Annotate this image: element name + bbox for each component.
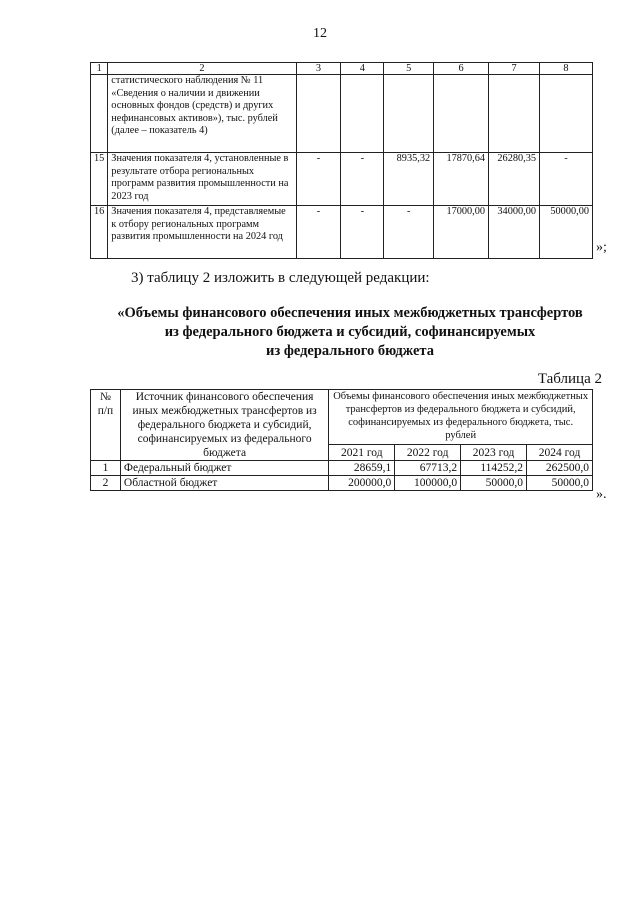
value-cell: - xyxy=(341,206,384,259)
indicators-table xyxy=(90,62,593,259)
year-header: 2021 год xyxy=(329,445,395,461)
value-cell: 67713,2 xyxy=(395,461,461,476)
table-header-row xyxy=(91,390,593,445)
table-header-row xyxy=(91,63,593,75)
header-cell: 1 xyxy=(91,63,108,75)
value-cell: 200000,0 xyxy=(329,476,395,491)
table-caption: Таблица 2 xyxy=(537,371,602,387)
source-name: Областной бюджет xyxy=(120,476,328,491)
indicator-name: Значения показателя 4, представляемые к отбору региональных программ развития промышленности на 2024 год xyxy=(108,206,296,259)
instruction-text: 3) таблицу 2 изложить в следующей редакции: xyxy=(131,270,430,286)
value-cell: 262500,0 xyxy=(527,461,593,476)
table-row xyxy=(91,476,593,491)
header-cell-volumes: Объемы финансового обеспечения иных межбюджетных трансфертов из федерального бюджета и субсидий, софинансируемых из федерального бюджета, тыс. рублей xyxy=(329,390,593,445)
value-cell: - xyxy=(341,153,384,206)
header-cell: 7 xyxy=(489,63,540,75)
value-cell: 34000,00 xyxy=(489,206,540,259)
table-row xyxy=(91,153,593,206)
header-cell: 6 xyxy=(434,63,489,75)
value-cell: 8935,32 xyxy=(384,153,434,206)
value-cell: 17870,64 xyxy=(434,153,489,206)
table-row xyxy=(91,206,593,259)
closing-quote: ». xyxy=(596,487,607,502)
header-cell-number: № п/п xyxy=(91,390,121,461)
row-number: 1 xyxy=(91,461,121,476)
year-header: 2024 год xyxy=(527,445,593,461)
funding-table xyxy=(90,389,593,491)
year-header: 2023 год xyxy=(461,445,527,461)
year-header: 2022 год xyxy=(395,445,461,461)
heading-line: «Объемы финансового обеспечения иных межбюджетных трансфертов xyxy=(117,305,583,321)
header-cell-source: Источник финансового обеспечения иных межбюджетных трансфертов из федерального бюджета и субсидий, софинансируемых из федерального бюджета xyxy=(120,390,328,461)
table-row xyxy=(91,75,593,153)
header-cell: 8 xyxy=(540,63,593,75)
value-cell: - xyxy=(540,153,593,206)
value-cell: 114252,2 xyxy=(461,461,527,476)
indicator-name: Значения показателя 4, установленные в результате отбора региональных программ развития промышленности на 2023 год xyxy=(108,153,296,206)
row-number: 2 xyxy=(91,476,121,491)
table-row xyxy=(91,461,593,476)
value-cell: 26280,35 xyxy=(489,153,540,206)
row-number: 15 xyxy=(91,153,108,206)
closing-quote: »; xyxy=(596,240,607,255)
header-cell: 3 xyxy=(296,63,341,75)
row-number xyxy=(91,75,108,153)
page-number: 12 xyxy=(313,26,327,41)
value-cell: 50000,0 xyxy=(527,476,593,491)
value-cell: 100000,0 xyxy=(395,476,461,491)
value-cell: 17000,00 xyxy=(434,206,489,259)
row-number: 16 xyxy=(91,206,108,259)
section-heading xyxy=(90,304,610,361)
continued-text: статистического наблюдения № 11 «Сведения о наличии и движении основных фондов (средств) и других нефинансовых активов»), тыс. рублей (далее – показатель 4) xyxy=(108,75,296,153)
header-cell: 2 xyxy=(108,63,296,75)
header-cell: 4 xyxy=(341,63,384,75)
heading-line: из федерального бюджета xyxy=(266,343,434,359)
heading-line: из федерального бюджета и субсидий, софинансируемых xyxy=(164,324,536,340)
value-cell: 50000,0 xyxy=(461,476,527,491)
header-cell: 5 xyxy=(384,63,434,75)
value-cell: 50000,00 xyxy=(540,206,593,259)
value-cell: 28659,1 xyxy=(329,461,395,476)
source-name: Федеральный бюджет xyxy=(120,461,328,476)
value-cell: - xyxy=(384,206,434,259)
value-cell: - xyxy=(296,206,341,259)
value-cell: - xyxy=(296,153,341,206)
